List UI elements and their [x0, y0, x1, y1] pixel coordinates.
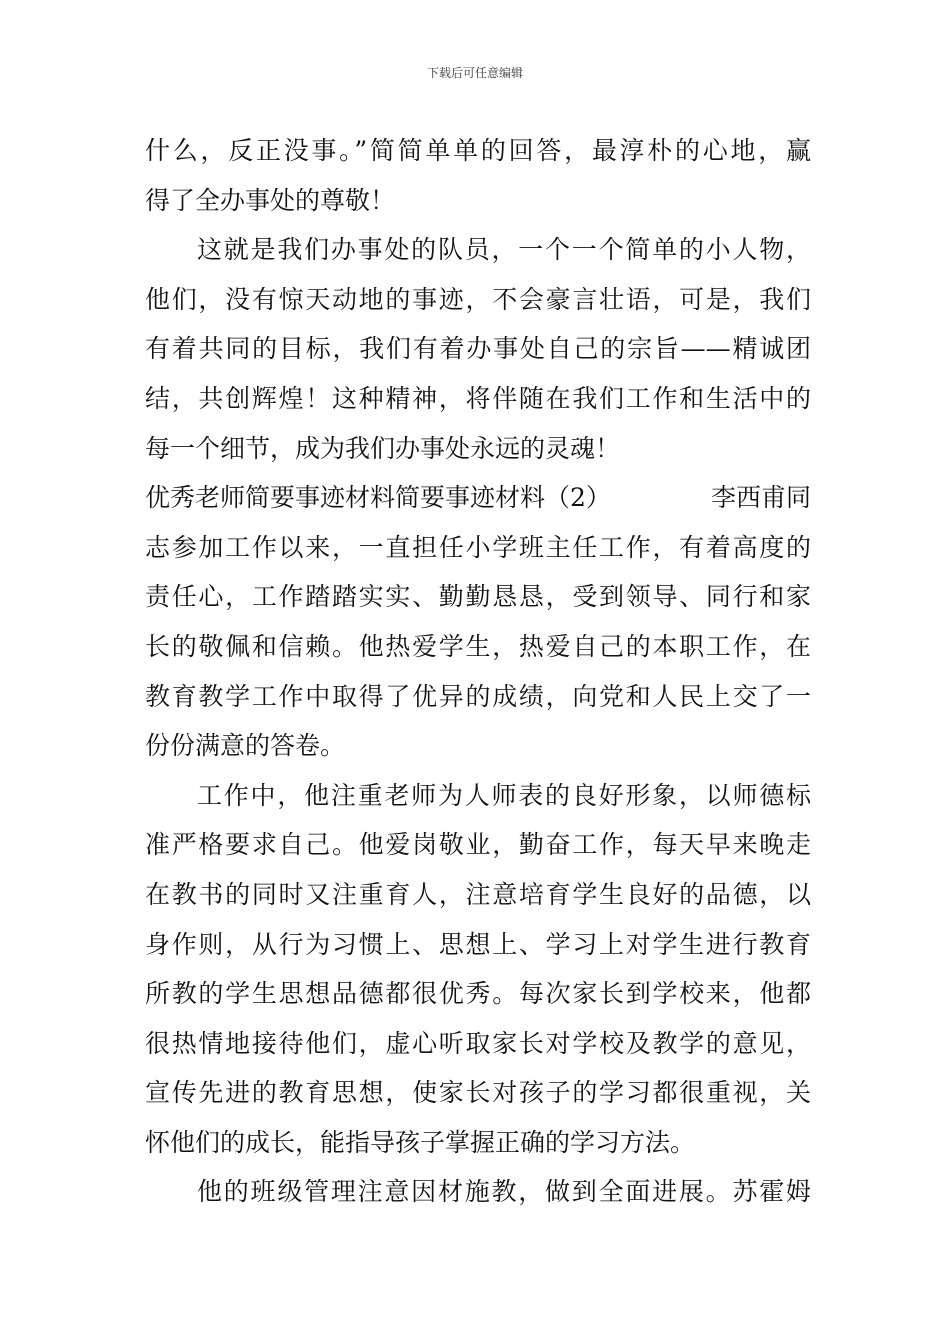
text-line: 长的敬佩和信赖。他热爱学生，热爱自己的本职工作，在	[145, 631, 811, 661]
text-line: 身作则，从行为习惯上、思想上、学习上对学生进行教育	[145, 929, 811, 959]
text-line: 所教的学生思想品德都很优秀。每次家长到学校来，他都	[145, 979, 811, 1009]
text-line: 份份满意的答卷。	[145, 731, 346, 761]
text-line: 责任心，工作踏踏实实、勤勤恳恳，受到领导、同行和家	[145, 582, 811, 612]
text-line: 有着共同的目标，我们有着办事处自己的宗旨——精诚团	[145, 334, 811, 364]
document-body	[145, 126, 811, 1217]
text-line: 结，共创辉煌！这种精神，将伴随在我们工作和生活中的	[145, 383, 811, 413]
text-line: 很热情地接待他们，虚心听取家长对学校及教学的意见，	[145, 1028, 811, 1058]
text-line: 得了全办事处的尊敬！	[145, 185, 396, 215]
section-heading-continuation: 李西甫同	[710, 483, 811, 513]
paragraph-block-2	[145, 523, 811, 1217]
text-line: 宣传先进的教育思想，使家长对孩子的学习都很重视，关	[145, 1078, 811, 1108]
text-line: 怀他们的成长，能指导孩子掌握正确的学习方法。	[145, 1127, 696, 1157]
text-line: 什么，反正没事。”简简单单的回答，最淳朴的心地，赢	[145, 136, 811, 165]
text-line: 他的班级管理注意因材施教，做到全面进展。苏霍姆	[197, 1177, 811, 1207]
paragraph-block-1	[145, 126, 811, 473]
text-line: 在教书的同时又注重育人，注意培育学生良好的品德，以	[145, 879, 811, 909]
section-heading-title: 优秀老师简要事迹材料简要事迹材料（2）	[145, 483, 611, 513]
section-heading-line	[145, 473, 811, 523]
text-line: 他们，没有惊天动地的事迹，不会豪言壮语，可是，我们	[145, 284, 811, 314]
text-line: 志参加工作以来，一直担任小学班主任工作，有着高度的	[145, 532, 811, 562]
text-line: 教育教学工作中取得了优异的成绩，向党和人民上交了一	[145, 681, 811, 711]
text-line: 这就是我们办事处的队员，一个一个简单的小人物，	[197, 235, 811, 265]
text-line: 每一个细节，成为我们办事处永远的灵魂！	[145, 433, 621, 463]
page-header: 下载后可任意编辑	[426, 66, 523, 80]
text-line: 工作中，他注重老师为人师表的良好形象，以师德标	[197, 780, 811, 810]
text-line: 准严格要求自己。他爱岗敬业，勤奋工作，每天早来晚走	[145, 830, 811, 860]
